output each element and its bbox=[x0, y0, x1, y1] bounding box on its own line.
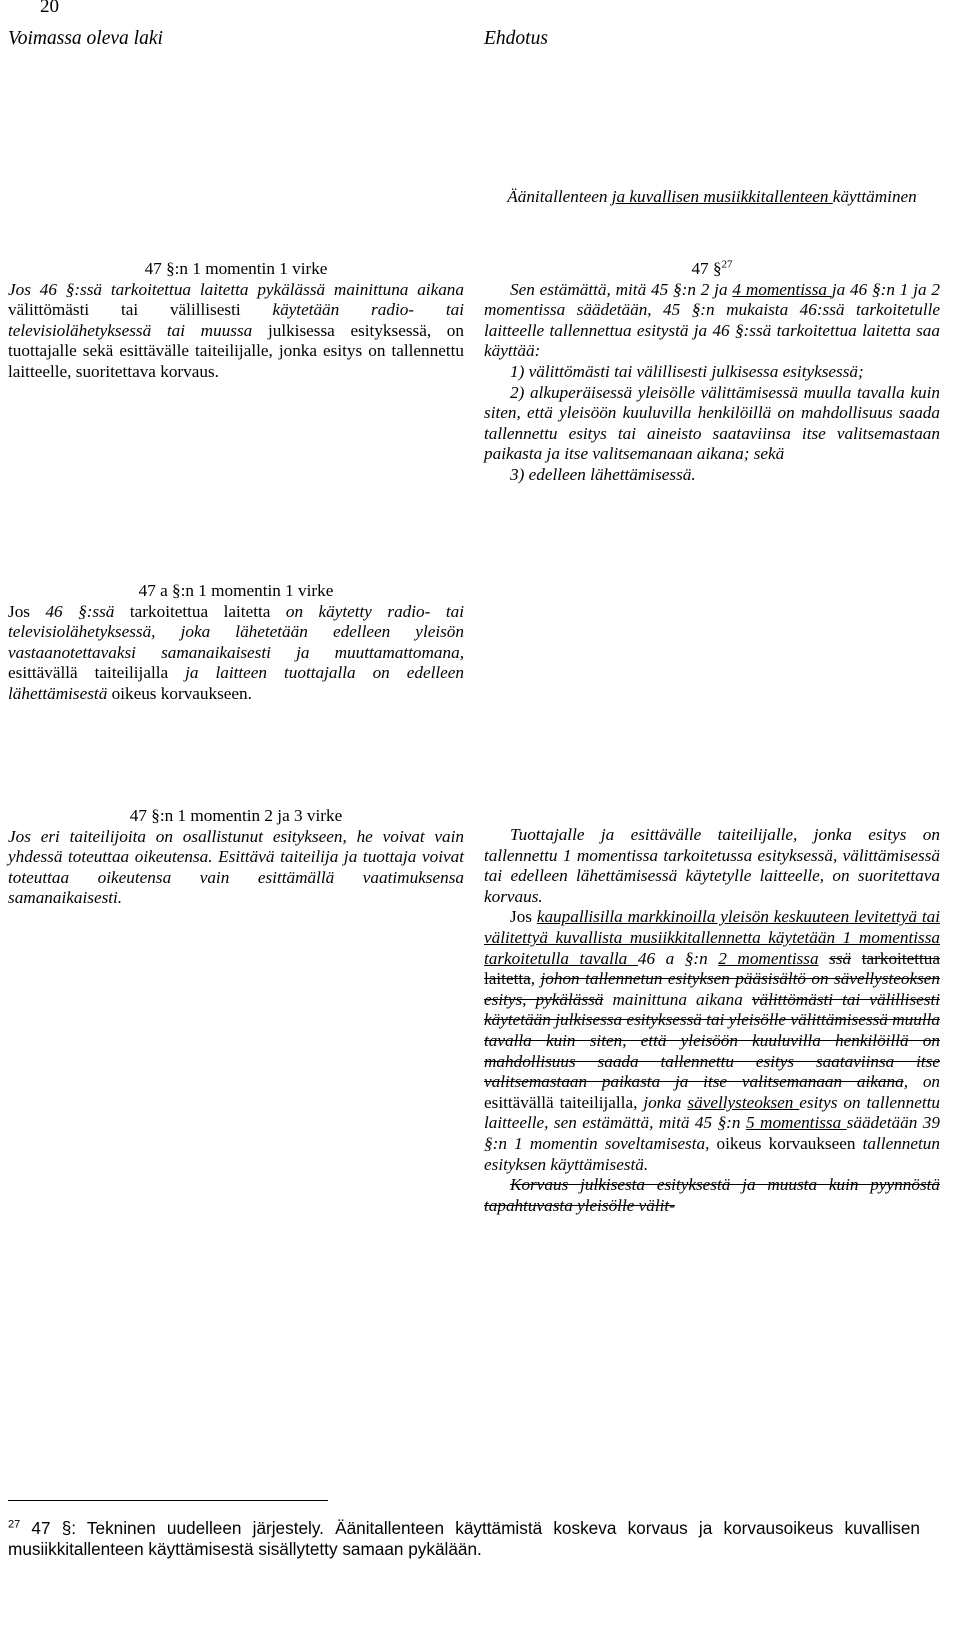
text-span: julkisessa esityksessä, on tuottajalle sekä esittävälle taiteilijalle, jonka esitys on tallennettu laitteelle, suoritettava korvaus. bbox=[8, 320, 464, 381]
section-heading bbox=[484, 259, 940, 280]
text-span: jonka bbox=[643, 1092, 688, 1112]
text-span: esittävällä taiteilijalla bbox=[484, 1092, 634, 1112]
text-span: , bbox=[633, 1092, 644, 1112]
list-item: 1) välittömästi tai välillisesti julkisessa esityksessä; bbox=[510, 361, 864, 381]
section-number: 47 § bbox=[691, 259, 722, 278]
text-span: oikeus korvaukseen bbox=[709, 1133, 863, 1153]
left-section-47a bbox=[8, 581, 464, 705]
list-item: 3) edelleen lähettämisessä. bbox=[510, 464, 696, 484]
title-part: käyttäminen bbox=[832, 187, 917, 206]
text-span: mainittuna aikana bbox=[603, 989, 752, 1009]
title-part: Äänitallenteen bbox=[507, 187, 612, 206]
text-span: johon tallennetun esityksen pääsisältö on sävellysteoksen esitys, pykälässä bbox=[484, 969, 940, 1009]
text-span: säädetään 39 §:n 1 momentin soveltamisesta, bbox=[484, 1113, 940, 1153]
section-paragraph: Korvaus julkisesta esityksestä ja muusta kuin pyynnöstä tapahtuvasta yleisölle välit- bbox=[484, 1175, 940, 1215]
section-text bbox=[8, 602, 464, 705]
text-span: tallennetun esityksen käyttämisestä. bbox=[484, 1133, 940, 1174]
list-item: 2) alkuperäisessä yleisölle välittämisessä muulla tavalla kuin siten, että yleisöön kuuluvilla henkilöillä on mahdollisuus saada tallennettu esitys tai aineisto saataviinsa itse valitsemastaan paikasta ja itse valitsemanaan aikana; sekä bbox=[484, 382, 940, 464]
text-span: Jos bbox=[510, 907, 537, 927]
text-span: , on bbox=[903, 1072, 941, 1092]
text-span: Jos 46 §:ssä tarkoitettua laitetta bbox=[8, 279, 258, 299]
footnote-text: 47 §: Tekninen uudelleen järjestely. Äänitallenteen käyttämistä koskeva korvaus ja korvausoikeus kuvallisen musiikkitallenteen käyttämisestä sisällytetty samaan pykälään. bbox=[8, 1518, 920, 1559]
right-section-47-cont bbox=[484, 825, 940, 1216]
right-section-title bbox=[484, 187, 940, 208]
text-span: 4 momentissa bbox=[732, 279, 832, 299]
text-span bbox=[819, 949, 830, 968]
text-span: Sen estämättä, mitä 45 §:n 2 ja bbox=[510, 279, 733, 299]
text-span bbox=[851, 949, 862, 968]
text-span: välittömästi tai välillisesti käytetään julkisessa esityksessä tai yleisölle välittämisessä muulla tavalla kuin siten, että yleisöön kuuluvilla henkilöillä on mahdollisuus saada tallennettu esitys saataviinsa itse valitsemastaan paikasta ja itse valitsemanaan aikana bbox=[484, 989, 940, 1092]
section-heading: 47 §:n 1 momentin 2 ja 3 virke bbox=[129, 806, 343, 825]
section-text: Jos eri taiteilijoita on osallistunut esitykseen, he voivat vain yhdessä toteuttaa oikeutensa. Esittävä taiteilija ja tuottaja voivat toteuttaa oikeutensa vain esittämällä vaatimuksensa samanaikaisesti. bbox=[8, 826, 464, 908]
title-part: ja kuvallisen musiikkitallenteen bbox=[611, 187, 833, 206]
text-span: ssä bbox=[829, 948, 852, 968]
text-span: oikeus korvaukseen. bbox=[107, 683, 252, 703]
text-span: 2 momentissa bbox=[718, 948, 819, 968]
text-span: , bbox=[530, 969, 541, 989]
text-span: on käytetty radio- tai televisiolähetyksessä, joka lähetetään edelleen yleisön vastaanotettavaksi samanaikaisesti ja muuttamattomana, bbox=[8, 601, 464, 662]
section-paragraph bbox=[484, 280, 940, 362]
text-span: 5 momentissa bbox=[745, 1113, 847, 1133]
text-span: tarkoitettua laitetta bbox=[114, 601, 286, 621]
section-paragraph: Tuottajalle ja esittävälle taiteilijalle, jonka esitys on tallennettu 1 momentissa tarkoitetussa esityksessä, välittämisessä tai edelleen lähettämisessä käytetylle laitteelle, on suoritettava korvaus. bbox=[484, 825, 940, 906]
left-section-47-1-2-3 bbox=[8, 806, 464, 909]
section-paragraph bbox=[484, 907, 940, 1175]
text-span: esitys on tallennettu laitteelle, sen estämättä, mitä 45 §:n bbox=[484, 1092, 941, 1133]
page-number: 20 bbox=[40, 0, 59, 17]
text-span: Jos bbox=[8, 601, 46, 621]
text-span: sävellysteoksen bbox=[687, 1092, 800, 1112]
text-span: ja 46 §:n 1 ja 2 momentissa säädetään, 45 §:n mukaista 46:ssä tarkoitetulle laitteelle tallennettua esitystä ja 46 §:ssä tarkoitettua laitetta saa käyttää: bbox=[484, 279, 940, 361]
header-current-law: Voimassa oleva laki bbox=[8, 28, 163, 49]
text-span: 46 §:ssä bbox=[45, 601, 115, 621]
text-span: käytetään radio- tai televisiolähetyksessä tai muussa bbox=[8, 300, 464, 340]
text-span: pykälässä mainittuna aikana bbox=[257, 279, 464, 299]
footnote-separator bbox=[8, 1500, 328, 1501]
text-span: kaupallisilla markkinoilla yleisön keskuuteen levitettyä tai välitettyä kuvallista musiikkitallennetta käytetään 1 momentissa tarkoitetulla tavalla bbox=[484, 907, 940, 968]
section-heading: 47 §:n 1 momentin 1 virke bbox=[144, 259, 328, 278]
left-section-47-1 bbox=[8, 259, 464, 383]
text-span: välittömästi tai välillisesti bbox=[8, 300, 273, 320]
text-span: esittävällä taiteilijalla bbox=[8, 663, 186, 683]
footnote bbox=[8, 1518, 920, 1560]
text-span: ja laitteen tuottajalla on edelleen lähettämisestä bbox=[8, 663, 464, 703]
section-text bbox=[8, 280, 464, 383]
header-proposal: Ehdotus bbox=[484, 28, 548, 49]
section-heading: 47 a §:n 1 momentin 1 virke bbox=[138, 581, 334, 600]
text-span: tarkoitettua laitetta bbox=[484, 948, 941, 989]
text-span: 46 a §:n bbox=[637, 948, 719, 968]
right-section-47 bbox=[484, 259, 940, 486]
footnote-reference: 27 bbox=[721, 258, 733, 271]
footnote-mark: 27 bbox=[8, 1518, 21, 1531]
